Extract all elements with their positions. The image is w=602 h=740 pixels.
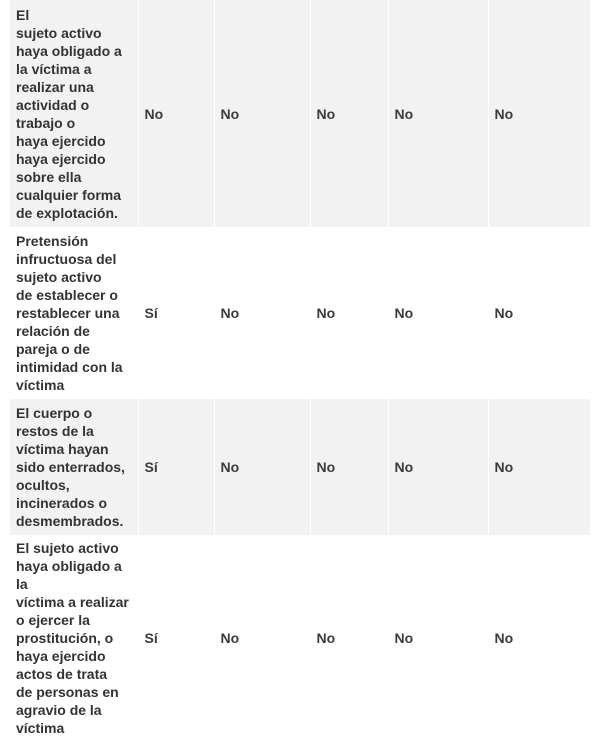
answer-cell: No <box>214 535 310 740</box>
answer-cell: No <box>388 0 488 227</box>
table-row <box>10 0 590 227</box>
answer-cell: No <box>310 399 388 535</box>
answer-cell: No <box>488 535 590 740</box>
answer-cell: No <box>310 535 388 740</box>
answer-cell: No <box>214 227 310 399</box>
answer-cell: No <box>388 535 488 740</box>
criterion-cell: El sujeto activo haya obligado a la víctima a realizar una actividad o trabajo o haya ejercido haya ejercido sobre ella cualquier forma de explotación. <box>10 0 138 227</box>
table-row <box>10 227 590 399</box>
answer-cell: No <box>214 399 310 535</box>
answer-cell: Sí <box>138 535 214 740</box>
criterion-cell: El sujeto activo haya obligado a la víctima a realizar o ejercer la prostitución, o haya ejercido actos de trata de personas en agravio de la víctima <box>10 535 138 740</box>
answer-cell: No <box>488 0 590 227</box>
answer-cell: No <box>310 0 388 227</box>
criteria-table <box>10 0 590 740</box>
answer-cell: No <box>488 399 590 535</box>
answer-cell: No <box>388 399 488 535</box>
answer-cell: No <box>214 0 310 227</box>
answer-cell: No <box>138 0 214 227</box>
answer-cell: No <box>310 227 388 399</box>
table-row <box>10 399 590 535</box>
answer-cell: Sí <box>138 227 214 399</box>
answer-cell: No <box>488 227 590 399</box>
criterion-cell: Pretensión infructuosa del sujeto activo de establecer o restablecer una relación de pareja o de intimidad con la víctima <box>10 227 138 399</box>
table-row <box>10 535 590 740</box>
answer-cell: Sí <box>138 399 214 535</box>
answer-cell: No <box>388 227 488 399</box>
criterion-cell: El cuerpo o restos de la víctima hayan sido enterrados, ocultos, incinerados o desmembrados. <box>10 399 138 535</box>
